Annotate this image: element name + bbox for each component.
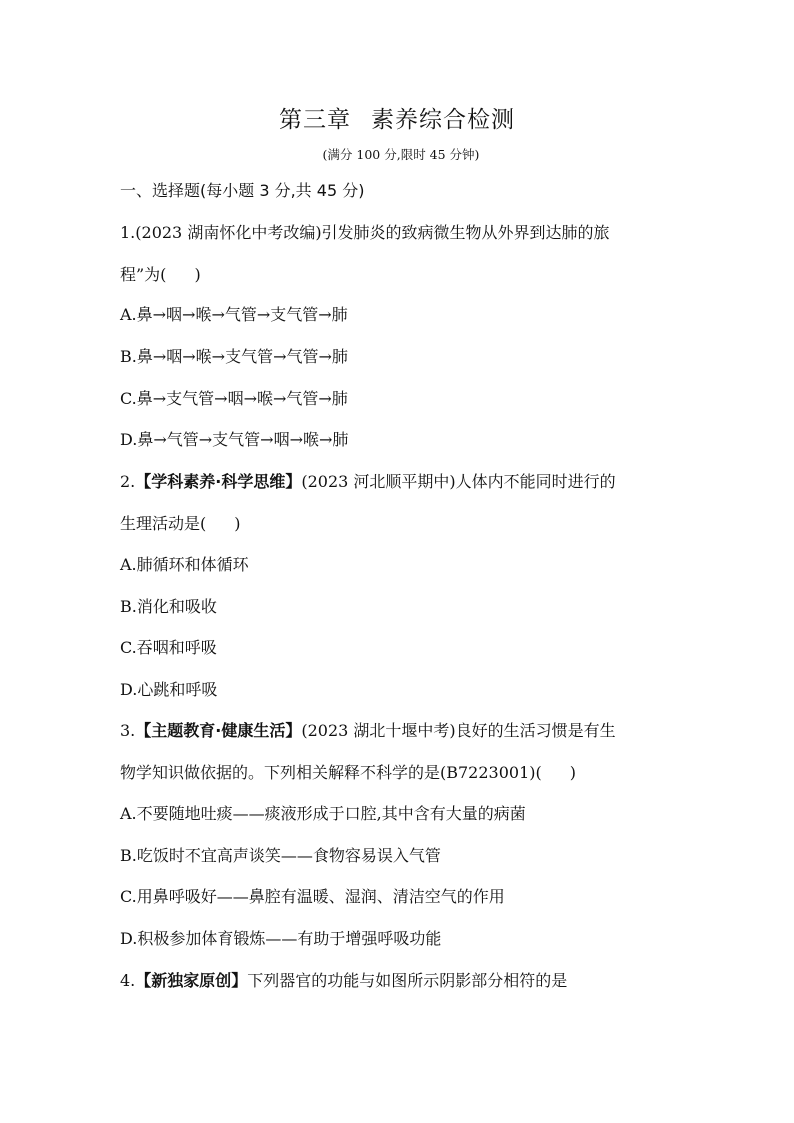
q3-tag: 【主题教育·健康生活】: [135, 721, 302, 740]
q2-option-b: B.消化和吸收: [120, 597, 217, 616]
q1-option-a: A.鼻→咽→喉→气管→支气管→肺: [120, 305, 348, 324]
chapter-name: 素养综合检测: [371, 107, 515, 133]
q1-option-b: B.鼻→咽→喉→支气管→气管→肺: [120, 347, 348, 366]
section-heading: 一、选择题(每小题 3 分,共 45 分): [120, 181, 365, 200]
q3-option-a: A.不要随地吐痰——痰液形成于口腔,其中含有大量的病菌: [120, 804, 526, 823]
q1-stem-line1: 1.(2023 湖南怀化中考改编)引发肺炎的致病微生物从外界到达肺的旅: [120, 223, 610, 242]
q1-option-c: C.鼻→支气管→咽→喉→气管→肺: [120, 389, 348, 408]
page-title: [0, 101, 794, 134]
q4-stem-line1: 4.【新独家原创】下列器官的功能与如图所示阴影部分相符的是: [120, 971, 568, 990]
q2-stem-line2: 生理活动是( ): [120, 514, 241, 533]
q1-stem-line2: 程”为( ): [120, 265, 201, 284]
q1-option-d: D.鼻→气管→支气管→咽→喉→肺: [120, 430, 349, 449]
q3-stem-line1: 3.【主题教育·健康生活】(2023 湖北十堰中考)良好的生活习惯是有生: [120, 721, 616, 740]
q2-option-c: C.吞咽和呼吸: [120, 638, 217, 657]
q3-stem-line2: 物学知识做依据的。下列相关解释不科学的是(B7223001)( ): [120, 763, 576, 782]
exam-info: (满分 100 分,限时 45 分钟): [322, 147, 480, 162]
q3-option-d: D.积极参加体育锻炼——有助于增强呼吸功能: [120, 929, 442, 948]
q3-option-b: B.吃饭时不宜高声谈笑——食物容易误入气管: [120, 846, 441, 865]
q2-tag: 【学科素养·科学思维】: [135, 472, 302, 491]
q2-stem-line1: 2.【学科素养·科学思维】(2023 河北顺平期中)人体内不能同时进行的: [120, 472, 616, 491]
q3-option-c: C.用鼻呼吸好——鼻腔有温暖、湿润、清洁空气的作用: [120, 887, 505, 906]
chapter-label: 第三章: [279, 107, 351, 133]
q2-option-a: A.肺循环和体循环: [120, 555, 249, 574]
q4-tag: 【新独家原创】: [135, 971, 248, 990]
q2-option-d: D.心跳和呼吸: [120, 680, 218, 699]
